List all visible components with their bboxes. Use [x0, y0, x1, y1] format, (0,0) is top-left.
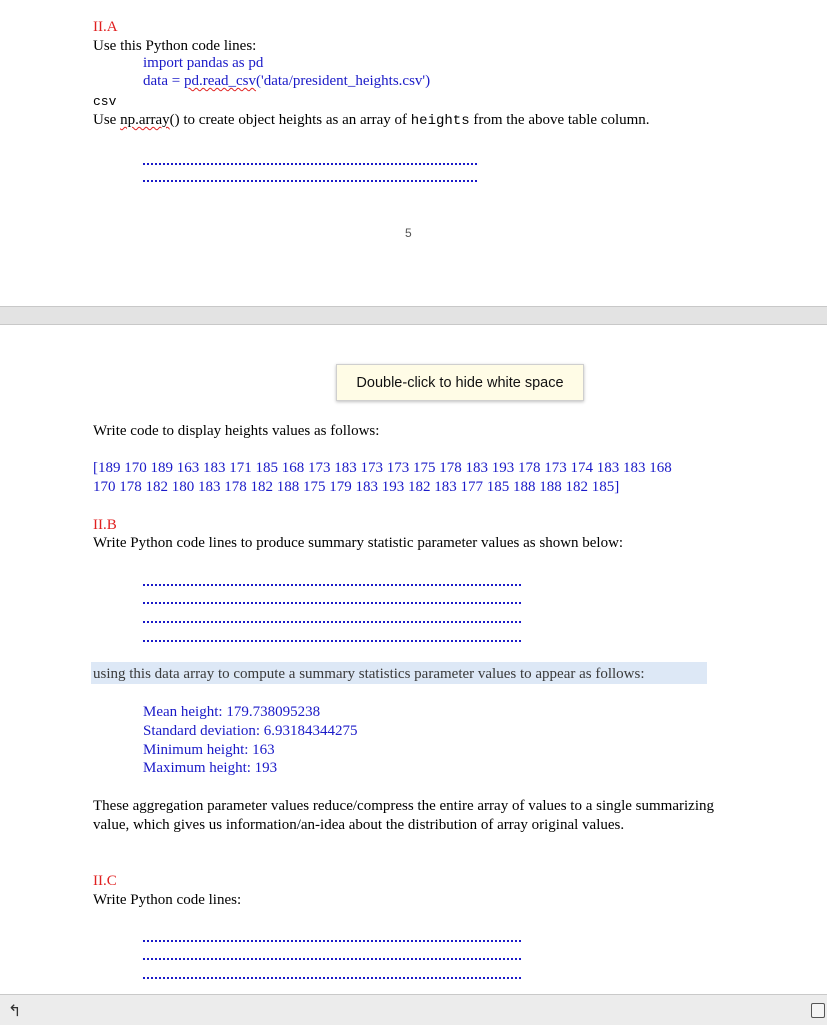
section-a-instruction: [93, 111, 650, 130]
section-c-heading: II.C: [93, 873, 117, 889]
section-c-instruction: Write Python code lines:: [93, 892, 242, 908]
csv-label: csv: [93, 94, 117, 109]
answer-dotted-line: [143, 621, 521, 623]
answer-dotted-line: [143, 584, 521, 586]
heights-array-line-1: [189 170 189 163 183 171 185 168 173 183 173 173 175 178 183 193 178 173 174 183 183 168: [93, 460, 672, 476]
hide-white-space-tooltip: Double-click to hide white space: [336, 364, 584, 401]
code-line-read-csv-suffix: ('data/president_heights.csv'): [256, 73, 431, 89]
answer-dotted-line: [143, 602, 521, 604]
answer-dotted-line: [143, 180, 477, 182]
answer-dotted-line: [143, 958, 521, 960]
status-bar: [0, 994, 827, 1025]
highlighted-sentence[interactable]: using this data array to compute a summary statistics parameter values to appear as follows:: [93, 666, 645, 682]
stat-std: Standard deviation: 6.93184344275: [143, 723, 358, 739]
page-break-gap[interactable]: [0, 306, 827, 325]
instruction-suffix: from the above table column.: [469, 112, 650, 128]
code-line-import: import pandas as pd: [143, 55, 264, 71]
instruction-func: np.array: [120, 112, 170, 128]
answer-dotted-line: [143, 640, 521, 642]
section-a-intro: Use this Python code lines:: [93, 38, 257, 54]
section-b-heading: II.B: [93, 517, 117, 533]
instruction-prefix: Use: [93, 112, 121, 128]
display-instruction: Write code to display heights values as follows:: [93, 423, 380, 439]
code-line-read-csv-prefix: data =: [143, 73, 184, 89]
section-a-heading: II.A: [93, 19, 118, 35]
page-number: 5: [405, 226, 412, 240]
code-line-read-csv: [143, 72, 430, 90]
code-line-read-csv-func: pd.read_csv: [183, 73, 257, 89]
answer-dotted-line: [143, 940, 521, 942]
aggregation-paragraph: These aggregation parameter values reduce/compress the entire array of values to a single summarizing value, which gives us information/an-idea about the distribution of array original values.: [93, 798, 714, 833]
section-b-instruction: Write Python code lines to produce summary statistic parameter values as shown below:: [93, 535, 624, 551]
stat-max: Maximum height: 193: [143, 760, 278, 776]
instruction-mid: () to create object heights as an array of: [169, 112, 411, 128]
answer-dotted-line: [143, 163, 477, 165]
heights-array-line-2: 170 178 182 180 183 178 182 188 175 179 183 193 182 183 177 185 188 188 182 185]: [93, 479, 620, 495]
undo-arrow-icon[interactable]: ↰: [8, 1001, 22, 1020]
stat-mean: Mean height: 179.738095238: [143, 704, 321, 720]
stat-min: Minimum height: 163: [143, 742, 275, 758]
view-toggle-icon[interactable]: [811, 1003, 825, 1018]
answer-dotted-line: [143, 977, 521, 979]
instruction-code: heights: [410, 113, 470, 129]
